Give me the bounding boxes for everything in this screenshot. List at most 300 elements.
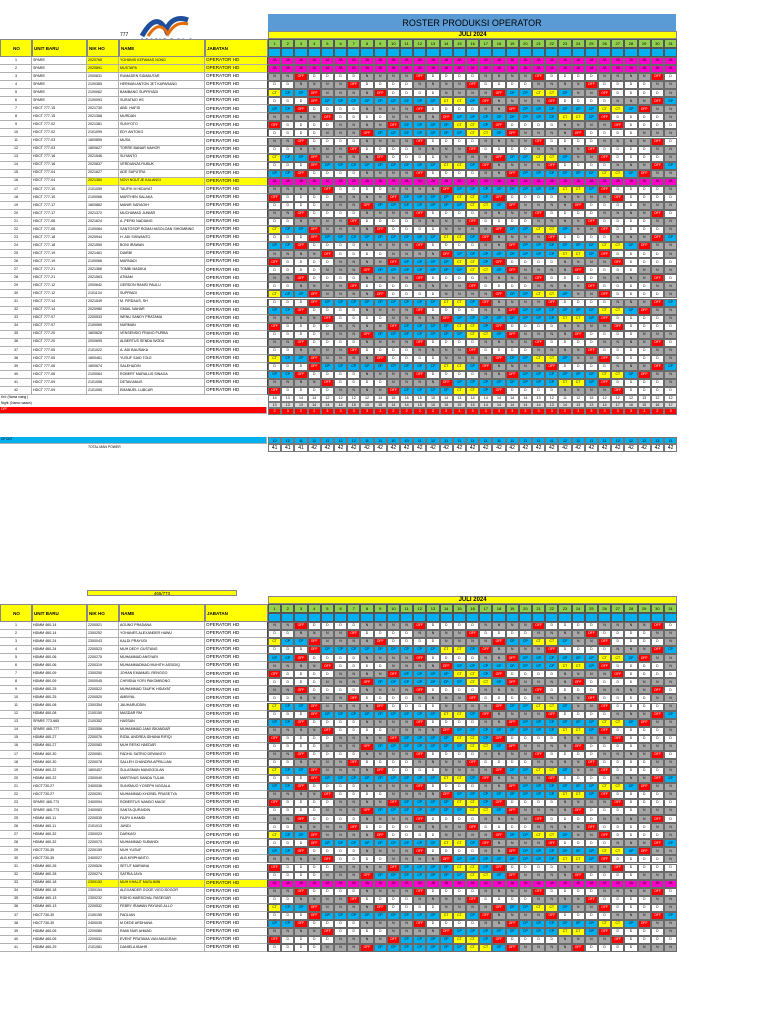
shift-cell: N [638, 299, 651, 307]
shift-cell: N [611, 622, 624, 630]
shift-cell: CP [400, 234, 413, 242]
summary-sumOff: 3 [347, 408, 360, 415]
summary-cp: 11 [585, 437, 598, 444]
day-header-14: 14 [440, 39, 453, 48]
shift-cell: D [492, 81, 505, 89]
shift-cell: CT [466, 202, 479, 210]
shift-cell: CP [321, 646, 334, 654]
day-subheader-22 [545, 613, 558, 622]
shift-cell: N [294, 630, 307, 638]
shift-cell: CP [400, 331, 413, 339]
row-no: 8 [0, 113, 32, 121]
shift-cell: D [321, 307, 334, 315]
shift-cell: CP [558, 638, 571, 646]
shift-cell: CT [466, 678, 479, 686]
shift-cell: D [308, 307, 321, 315]
shift-cell: CP [466, 363, 479, 371]
shift-cell: N [308, 791, 321, 799]
shift-cell: N [426, 727, 439, 735]
shift-cell: D [651, 936, 664, 944]
shift-cell: N [532, 347, 545, 355]
row-unit: HDMM 460-08 [32, 711, 87, 719]
shift-cell: CT [598, 920, 611, 928]
shift-cell: N [360, 686, 373, 694]
shift-cell: N [308, 218, 321, 226]
shift-cell: D [624, 226, 637, 234]
row-unit: HDCT 777-12 [32, 290, 87, 298]
shift-cell: D [638, 791, 651, 799]
shift-cell: CP [374, 775, 387, 783]
shift-cell: JA [268, 880, 281, 888]
shift-cell: CP [545, 783, 558, 791]
summary-cp: 11 [321, 437, 334, 444]
row-no: 19 [0, 202, 32, 210]
shift-cell: JA [426, 178, 439, 186]
shift-cell: D [400, 347, 413, 355]
shift-cell: N [440, 694, 453, 702]
shift-cell: CP [532, 855, 545, 863]
shift-cell: OFF [321, 186, 334, 194]
shift-cell: D [413, 154, 426, 162]
shift-cell: OFF [360, 872, 373, 880]
shift-cell: N [347, 121, 360, 129]
shift-cell: CT [545, 154, 558, 162]
shift-cell: OFF [413, 170, 426, 178]
shift-cell: N [651, 146, 664, 154]
shift-cell: N [308, 186, 321, 194]
shift-cell: D [624, 387, 637, 395]
shift-cell: OFF [506, 307, 519, 315]
row-name: SUPRIADI [119, 290, 205, 298]
shift-cell: OFF [651, 711, 664, 719]
shift-cell: D [347, 928, 360, 936]
shift-cell: N [624, 138, 637, 146]
shift-cell: CP [426, 864, 439, 872]
shift-cell: CP [664, 775, 677, 783]
shift-cell: N [519, 274, 532, 282]
shift-cell: CP [440, 678, 453, 686]
shift-cell: D [308, 872, 321, 880]
row-name: SETUT MARIANA [119, 864, 205, 872]
shift-cell: N [374, 307, 387, 315]
shift-cell: D [638, 323, 651, 331]
shift-cell: D [347, 186, 360, 194]
shift-cell: CP [453, 791, 466, 799]
shift-cell: D [624, 218, 637, 226]
row-name: MUHAMMAD ANSYARI [119, 654, 205, 662]
shift-cell: N [506, 751, 519, 759]
row-name: ROBERTUS NANDO MAGE [119, 799, 205, 807]
shift-cell: D [532, 864, 545, 872]
shift-cell: N [519, 129, 532, 137]
shift-cell: CP [400, 363, 413, 371]
shift-cell: CP [387, 839, 400, 847]
shift-cell: CP [479, 258, 492, 266]
row-unit: HDMM 460-28 [32, 872, 87, 880]
shift-cell: D [308, 331, 321, 339]
shift-cell: D [387, 831, 400, 839]
shift-cell: D [598, 630, 611, 638]
shift-cell: D [506, 282, 519, 290]
row-nik: 2300252 [87, 630, 119, 638]
summary-cp: 11 [308, 437, 321, 444]
cp-dct-label: CP DCT [0, 437, 267, 444]
shift-cell: D [268, 202, 281, 210]
shift-cell: CT [611, 371, 624, 379]
day-header-5: 5 [321, 39, 334, 48]
shift-cell: N [360, 735, 373, 743]
shift-cell: N [321, 703, 334, 711]
shift-cell: N [268, 727, 281, 735]
shift-cell: CP [585, 113, 598, 121]
shift-cell: N [532, 775, 545, 783]
shift-cell: N [651, 678, 664, 686]
shift-cell: OFF [413, 622, 426, 630]
shift-cell: CP [374, 743, 387, 751]
shift-cell: D [545, 815, 558, 823]
shift-cell: D [611, 694, 624, 702]
shift-cell: N [360, 89, 373, 97]
shift-cell: OFF [268, 323, 281, 331]
shift-cell: OFF [466, 282, 479, 290]
shift-cell: CP [532, 847, 545, 855]
shift-cell: OFF [506, 807, 519, 815]
shift-cell: CP [479, 113, 492, 121]
shift-cell: D [281, 282, 294, 290]
shift-cell: JA [387, 57, 400, 65]
shift-cell: N [360, 154, 373, 162]
shift-cell: D [334, 138, 347, 146]
row-unit: HDCT730-27 [32, 783, 87, 791]
shift-cell: CT [440, 162, 453, 170]
shift-cell: CT [532, 226, 545, 234]
shift-cell: OFF [479, 711, 492, 719]
shift-cell: N [334, 638, 347, 646]
shift-cell: N [374, 210, 387, 218]
shift-cell: D [374, 855, 387, 863]
shift-cell: CP [572, 242, 585, 250]
shift-cell: D [545, 323, 558, 331]
shift-cell: CP [492, 807, 505, 815]
shift-cell: N [321, 767, 334, 775]
shift-cell: N [426, 379, 439, 387]
shift-cell: N [440, 355, 453, 363]
shift-cell: N [334, 799, 347, 807]
shift-cell: N [519, 299, 532, 307]
shift-cell: N [572, 638, 585, 646]
shift-cell: N [545, 202, 558, 210]
shift-cell: D [360, 896, 373, 904]
shift-cell: CT [268, 904, 281, 912]
row-no: 33 [0, 880, 32, 888]
shift-cell: N [585, 226, 598, 234]
shift-cell: CP [532, 928, 545, 936]
shift-cell: D [426, 703, 439, 711]
row-no: 22 [0, 791, 32, 799]
shift-cell: CP [585, 847, 598, 855]
day-subheader-23 [558, 613, 571, 622]
shift-cell: OFF [440, 791, 453, 799]
shift-cell: JA [624, 65, 637, 73]
row-nik: 2100352 [87, 719, 119, 727]
shift-cell: OFF [572, 743, 585, 751]
shift-cell: CP [532, 727, 545, 735]
shift-cell: N [545, 759, 558, 767]
shift-cell: OFF [321, 727, 334, 735]
shift-cell: N [281, 138, 294, 146]
shift-cell: D [281, 218, 294, 226]
row-unit: HDMM 460-06 [32, 662, 87, 670]
summary-sumOff: 2 [294, 408, 307, 415]
shift-cell: CP [545, 315, 558, 323]
shift-cell: N [664, 379, 677, 387]
shift-cell: OFF [308, 355, 321, 363]
shift-cell: CP [479, 727, 492, 735]
day-header-27: 27 [611, 604, 624, 613]
row-unit: HDMM 460-18 [32, 888, 87, 896]
shift-cell: D [426, 226, 439, 234]
shift-cell: D [281, 121, 294, 129]
section-code: 465/773 [87, 590, 237, 596]
summary-sumOff: 2 [268, 408, 281, 415]
day-header-16: 16 [466, 39, 479, 48]
shift-cell: CP [400, 97, 413, 105]
shift-cell: CP [453, 186, 466, 194]
shift-cell: N [268, 662, 281, 670]
shift-cell: N [506, 274, 519, 282]
shift-cell: N [321, 331, 334, 339]
shift-cell: CP [492, 186, 505, 194]
shift-cell: D [466, 751, 479, 759]
total-man-power: 42 [308, 444, 321, 452]
shift-cell: N [294, 113, 307, 121]
shift-cell: N [360, 387, 373, 395]
shift-cell: CP [387, 299, 400, 307]
shift-cell: CP [440, 387, 453, 395]
shift-cell: N [347, 807, 360, 815]
row-name: JUNDI [119, 823, 205, 831]
shift-cell: D [638, 759, 651, 767]
shift-cell: CP [426, 743, 439, 751]
shift-cell: N [308, 662, 321, 670]
shift-cell: CP [585, 307, 598, 315]
shift-cell: CP [268, 105, 281, 113]
shift-cell: N [294, 315, 307, 323]
shift-cell: N [308, 694, 321, 702]
shift-cell: D [347, 339, 360, 347]
shift-cell: CP [572, 170, 585, 178]
shift-cell: N [506, 775, 519, 783]
shift-cell: N [624, 299, 637, 307]
shift-cell: N [572, 630, 585, 638]
row-nik: 2200078 [87, 759, 119, 767]
shift-cell: CP [413, 363, 426, 371]
row-jabatan: OPERATOR HD [205, 202, 268, 210]
shift-cell: D [651, 315, 664, 323]
shift-cell: D [558, 646, 571, 654]
shift-cell: D [347, 654, 360, 662]
shift-cell: D [294, 743, 307, 751]
shift-cell: N [400, 242, 413, 250]
shift-cell: D [374, 630, 387, 638]
shift-cell: CP [426, 258, 439, 266]
shift-cell: OFF [598, 186, 611, 194]
shift-cell: D [281, 266, 294, 274]
row-jabatan: OPERATOR HD [205, 896, 268, 904]
shift-cell: JA [466, 57, 479, 65]
row-name: M DEDE ARDHANA [119, 920, 205, 928]
shift-cell: N [664, 129, 677, 137]
shift-cell: CP [400, 299, 413, 307]
shift-cell: D [400, 154, 413, 162]
shift-cell: D [585, 678, 598, 686]
shift-cell: N [664, 920, 677, 928]
shift-cell: D [281, 823, 294, 831]
shift-cell: OFF [611, 799, 624, 807]
shift-cell: D [440, 210, 453, 218]
shift-cell: CT [532, 154, 545, 162]
day-subheader-17 [479, 613, 492, 622]
shift-cell: D [347, 815, 360, 823]
shift-cell: CP [374, 162, 387, 170]
row-no: 3 [0, 73, 32, 81]
shift-cell: N [638, 129, 651, 137]
shift-cell: N [611, 839, 624, 847]
shift-cell: CP [624, 307, 637, 315]
shift-cell: D [519, 282, 532, 290]
shift-cell: D [387, 638, 400, 646]
shift-cell: D [611, 831, 624, 839]
shift-cell: CT [466, 387, 479, 395]
shift-cell: JA [334, 57, 347, 65]
row-name: ADE SAPUTRA [119, 170, 205, 178]
row-name: NURMAN [119, 323, 205, 331]
shift-cell: CP [334, 711, 347, 719]
shift-cell: N [651, 847, 664, 855]
summary-sumD: 14 [506, 395, 519, 402]
shift-cell: CP [413, 807, 426, 815]
row-jabatan: OPERATOR HD [205, 944, 268, 952]
shift-cell: CP [519, 226, 532, 234]
shift-cell: N [532, 363, 545, 371]
row-name: JAUHARUDDIN [119, 703, 205, 711]
shift-cell: CT [611, 847, 624, 855]
day-subheader-10 [387, 48, 400, 57]
shift-cell: N [558, 331, 571, 339]
shift-cell: N [479, 290, 492, 298]
shift-cell: N [545, 678, 558, 686]
shift-cell: OFF [572, 944, 585, 952]
shift-cell: OFF [387, 670, 400, 678]
shift-cell: D [624, 202, 637, 210]
shift-cell: D [294, 299, 307, 307]
shift-cell: D [651, 791, 664, 799]
shift-cell: D [268, 218, 281, 226]
shift-cell: D [400, 226, 413, 234]
summary-sumD: 16 [400, 395, 413, 402]
shift-cell: OFF [374, 703, 387, 711]
shift-cell: D [479, 694, 492, 702]
shift-cell: N [413, 928, 426, 936]
shift-cell: N [281, 274, 294, 282]
shift-cell: CP [374, 912, 387, 920]
shift-cell: D [638, 258, 651, 266]
shift-cell: D [453, 138, 466, 146]
shift-cell: OFF [598, 226, 611, 234]
row-jabatan: OPERATOR HD [205, 170, 268, 178]
shift-cell: CP [294, 290, 307, 298]
shift-cell: JA [281, 65, 294, 73]
shift-cell: D [624, 944, 637, 952]
shift-cell: OFF [572, 678, 585, 686]
row-no: 4 [0, 81, 32, 89]
shift-cell: D [426, 888, 439, 896]
shift-cell: D [321, 864, 334, 872]
shift-cell: N [400, 113, 413, 121]
shift-cell: CP [413, 387, 426, 395]
summary-cp: 10 [268, 437, 281, 444]
summary-sumD: 12 [347, 395, 360, 402]
shift-cell: D [387, 146, 400, 154]
shift-cell: N [387, 751, 400, 759]
shift-cell: CP [268, 371, 281, 379]
day-header-29: 29 [638, 39, 651, 48]
summary-sumN: 14 [558, 402, 571, 409]
day-header-14: 14 [440, 604, 453, 613]
shift-cell: D [651, 113, 664, 121]
shift-cell: CP [519, 315, 532, 323]
shift-cell: CP [624, 920, 637, 928]
shift-cell: OFF [413, 105, 426, 113]
row-unit: HDCT730-35 [32, 855, 87, 863]
shift-cell: JA [664, 57, 677, 65]
summary-cp: 11 [598, 437, 611, 444]
shift-cell: D [281, 872, 294, 880]
day-subheader-3 [294, 613, 307, 622]
shift-cell: D [360, 630, 373, 638]
shift-cell: D [347, 138, 360, 146]
shift-cell: D [638, 936, 651, 944]
shift-cell: N [374, 73, 387, 81]
row-nik: 2200522 [87, 686, 119, 694]
shift-cell: N [479, 154, 492, 162]
total-man-power: 42 [466, 444, 479, 452]
shift-cell: JA [598, 57, 611, 65]
shift-cell: N [321, 218, 334, 226]
row-name: SUNYOTO [119, 121, 205, 129]
shift-cell: N [281, 928, 294, 936]
day-subheader-28 [624, 613, 637, 622]
shift-cell: N [374, 719, 387, 727]
shift-cell: D [572, 299, 585, 307]
shift-cell: CP [532, 379, 545, 387]
shift-cell: D [664, 815, 677, 823]
shift-cell: N [334, 864, 347, 872]
shift-cell: D [585, 839, 598, 847]
row-unit: SPARE [32, 65, 87, 73]
row-name: EDY ANTOKO [119, 129, 205, 137]
shift-cell: N [347, 89, 360, 97]
shift-cell: N [426, 146, 439, 154]
shift-cell: N [532, 162, 545, 170]
shift-cell: CP [585, 379, 598, 387]
row-unit: HDCT 777-18 [32, 242, 87, 250]
shift-cell: CP [453, 266, 466, 274]
shift-cell: N [479, 105, 492, 113]
shift-cell: D [268, 129, 281, 137]
shift-cell: CP [321, 162, 334, 170]
shift-cell: CP [413, 299, 426, 307]
